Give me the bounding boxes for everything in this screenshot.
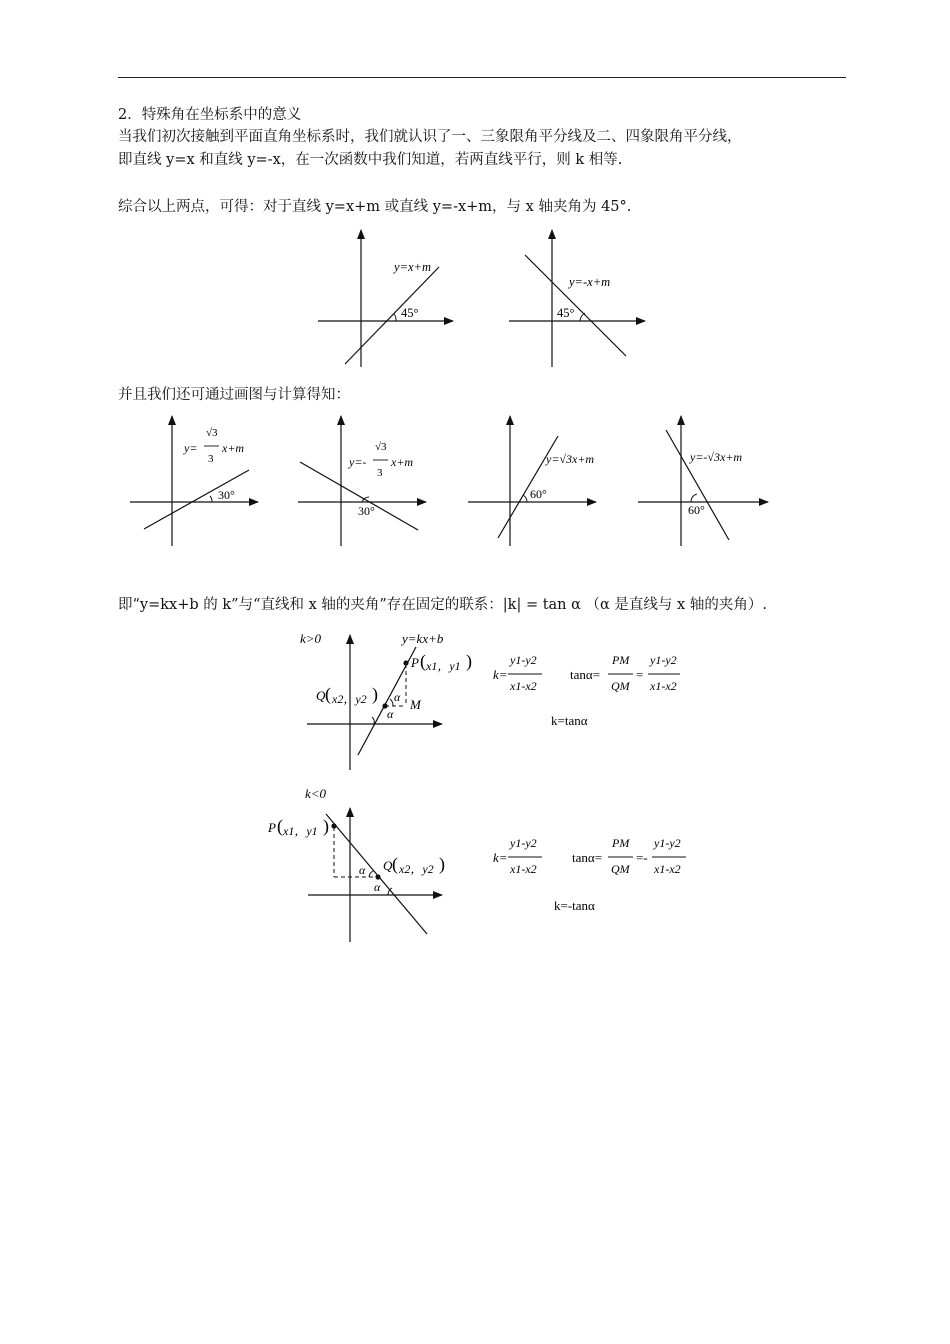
k-frac-den: x1-x2 — [510, 862, 537, 876]
k-frac-num: y1-y2 — [510, 653, 537, 667]
paren-close-Q: ) — [439, 854, 445, 874]
frac2-den: x1-x2 — [650, 679, 677, 693]
paragraph-1-line-2: 即直线 y=x 和直线 y=-x，在一次函数中我们知道，若两直线平行，则 k 相等. — [118, 152, 623, 168]
k-result: k=-tanα — [554, 898, 595, 913]
k-condition: k>0 — [300, 631, 322, 646]
point-P — [403, 660, 408, 665]
qm-den: QM — [611, 679, 630, 693]
label-prefix: y= — [184, 441, 198, 455]
angle-label: 45° — [557, 306, 575, 320]
graph-line — [345, 267, 439, 364]
k-result: k=tanα — [551, 713, 588, 728]
paragraph-3: 并且我们还可通过画图与计算得知： — [118, 387, 350, 403]
point-Q — [375, 874, 380, 879]
tan-lhs: tanα= — [572, 850, 603, 865]
graph-tan60-positive — [468, 416, 596, 546]
paren-close-Q: ) — [372, 684, 378, 704]
diagram-k-negative — [262, 780, 712, 952]
graph-label: y=√3x+m — [546, 452, 595, 466]
qm-den: QM — [611, 862, 630, 876]
graph-tan30-positive — [130, 416, 258, 546]
angle-arc — [394, 314, 396, 321]
alpha-upper: α — [394, 690, 401, 704]
frac-denominator: 3 — [377, 467, 383, 479]
paragraph-2: 综合以上两点，可得：对于直线 y=x+m 或直线 y=-x+m，与 x 轴夹角为 45°. — [118, 199, 632, 215]
label-P-coords: x1，y1 — [283, 824, 318, 838]
graph-label: y=-√3x+m — [690, 450, 743, 464]
label-Q-coords: x2，y2 — [332, 692, 367, 706]
paren-open-P: ( — [277, 816, 283, 836]
equals-sign: = — [636, 667, 644, 682]
graphs-45-degree — [300, 222, 660, 378]
header-rule — [118, 77, 846, 78]
label-M: M — [410, 697, 421, 712]
label-P-coords: x1，y1 — [426, 659, 461, 673]
k-frac-den: x1-x2 — [510, 679, 537, 693]
angle-label: 45° — [401, 306, 419, 320]
line-label: y=kx+b — [402, 631, 444, 646]
alpha-lower: α — [387, 707, 394, 721]
label-Q: Q — [383, 858, 393, 873]
alpha-upper: α — [359, 863, 366, 877]
angle-arc-Q — [390, 699, 393, 706]
frac-numerator: √3 — [206, 427, 218, 439]
section-heading: 2．特殊角在坐标系中的意义 — [118, 107, 302, 123]
angle-arc — [210, 496, 212, 502]
paren-close-P: ) — [323, 816, 329, 836]
equals-minus-sign: =- — [636, 850, 648, 865]
k-frac-num: y1-y2 — [510, 836, 537, 850]
graph-line — [666, 430, 729, 540]
frac2-den: x1-x2 — [654, 862, 681, 876]
label-suffix: x+m — [222, 441, 245, 455]
angle-label: 60° — [530, 487, 547, 501]
paren-open-Q: ( — [325, 684, 331, 704]
angle-label: 30° — [358, 504, 375, 518]
frac-numerator: √3 — [375, 441, 387, 453]
paren-close-P: ) — [466, 651, 472, 671]
paragraph-4: 即“y=kx+b 的 k”与“直线和 x 轴的夹角”存在固定的联系：|k| = tan α （α 是直线与 x 轴的夹角）. — [118, 597, 767, 613]
frac2-num: y1-y2 — [650, 653, 677, 667]
frac-denominator: 3 — [208, 453, 214, 465]
point-P — [331, 823, 336, 828]
pm-num: PM — [612, 836, 630, 850]
tan-lhs: tanα= — [570, 667, 601, 682]
paragraph-1-line-1: 当我们初次接触到平面直角坐标系时，我们就认识了一、三象限角平分线及二、四象限角平分线， — [118, 129, 742, 145]
label-suffix: x+m — [391, 455, 414, 469]
label-Q: Q — [316, 688, 326, 703]
graph-y-equals-neg-x-plus-m — [509, 230, 645, 367]
angle-label: 60° — [688, 503, 705, 517]
label-Q-coords: x2，y2 — [399, 862, 434, 876]
diagram-k-positive — [290, 625, 710, 777]
angle-arc-axis — [372, 717, 374, 724]
alpha-lower: α — [374, 880, 381, 894]
graph-line — [525, 255, 626, 356]
k-formula-lhs: k= — [493, 850, 508, 865]
frac2-num: y1-y2 — [654, 836, 681, 850]
pm-num: PM — [612, 653, 630, 667]
graph-label: y=-x+m — [569, 275, 611, 289]
paren-open-Q: ( — [392, 854, 398, 874]
angle-arc — [523, 495, 527, 502]
angle-arc — [691, 494, 697, 502]
label-prefix: y=- — [349, 455, 367, 469]
graphs-30-60-degree — [118, 410, 788, 556]
graph-y-equals-x-plus-m — [318, 230, 453, 367]
angle-label: 30° — [218, 488, 235, 502]
graph-tan60-negative — [638, 416, 768, 546]
label-P: P — [268, 820, 276, 835]
label-P: P — [411, 655, 419, 670]
paren-open-P: ( — [420, 651, 426, 671]
angle-arc-Q — [369, 871, 373, 877]
graph-line — [300, 462, 418, 530]
k-condition: k<0 — [305, 786, 327, 801]
k-formula-lhs: k= — [493, 667, 508, 682]
graph-tan30-negative — [298, 416, 426, 546]
graph-label: y=x+m — [394, 260, 431, 274]
